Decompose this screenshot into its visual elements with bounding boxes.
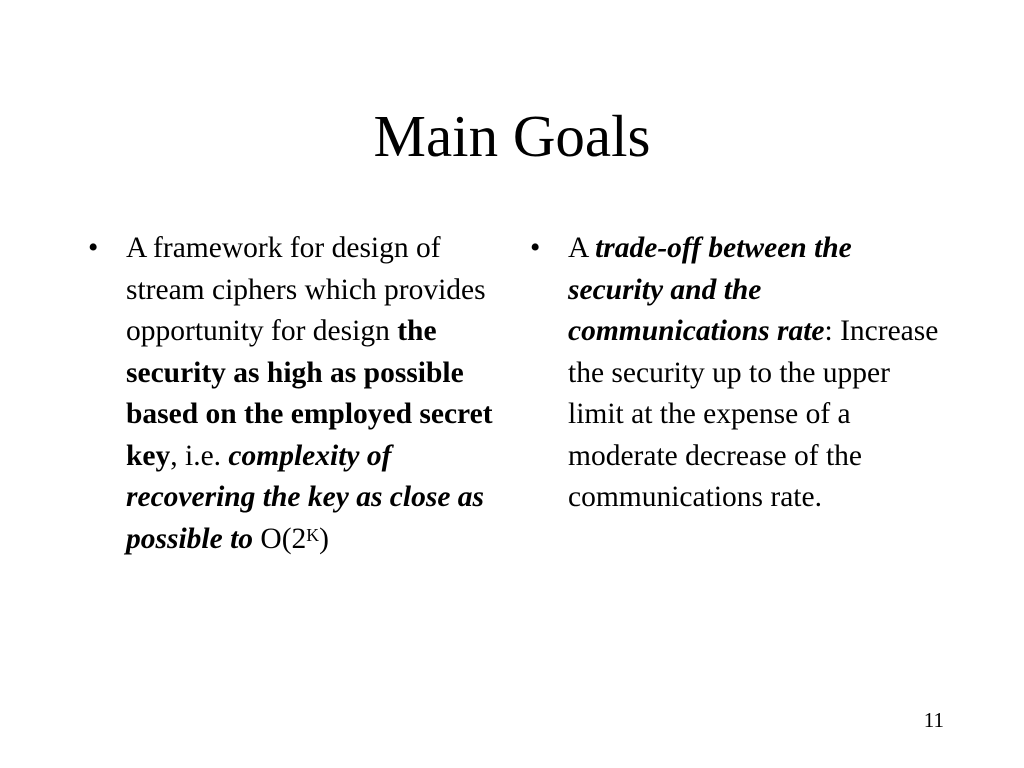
right-bold-italic-text: trade-off between the security and the communications rate (568, 232, 852, 347)
left-bold-text: the security as high as possible based on the employed secret key (126, 315, 493, 472)
left-text-3: O(2 (253, 522, 307, 555)
left-bullet-item (88, 228, 508, 563)
page-number: 11 (923, 708, 944, 732)
left-text-2: , i.e. (170, 439, 229, 472)
left-bold-italic-text: complexity of recovering the key as close as possible to (126, 439, 485, 555)
slide-title: Main Goals (373, 103, 651, 169)
left-superscript: K (306, 525, 320, 546)
right-bullet-item (530, 228, 950, 519)
left-text-1: A framework for design of stream ciphers which provides opportunity for design (126, 232, 486, 347)
right-text-2: : Increase the security up to the upper limit at the expense of a moderate decrease of the communications rate. (568, 315, 939, 513)
bullet-icon: • (88, 232, 99, 264)
left-column (88, 228, 508, 563)
left-text-4: ) (319, 522, 329, 555)
right-column (530, 228, 950, 519)
bullet-icon: • (530, 232, 541, 264)
right-text-1: A (568, 232, 596, 264)
